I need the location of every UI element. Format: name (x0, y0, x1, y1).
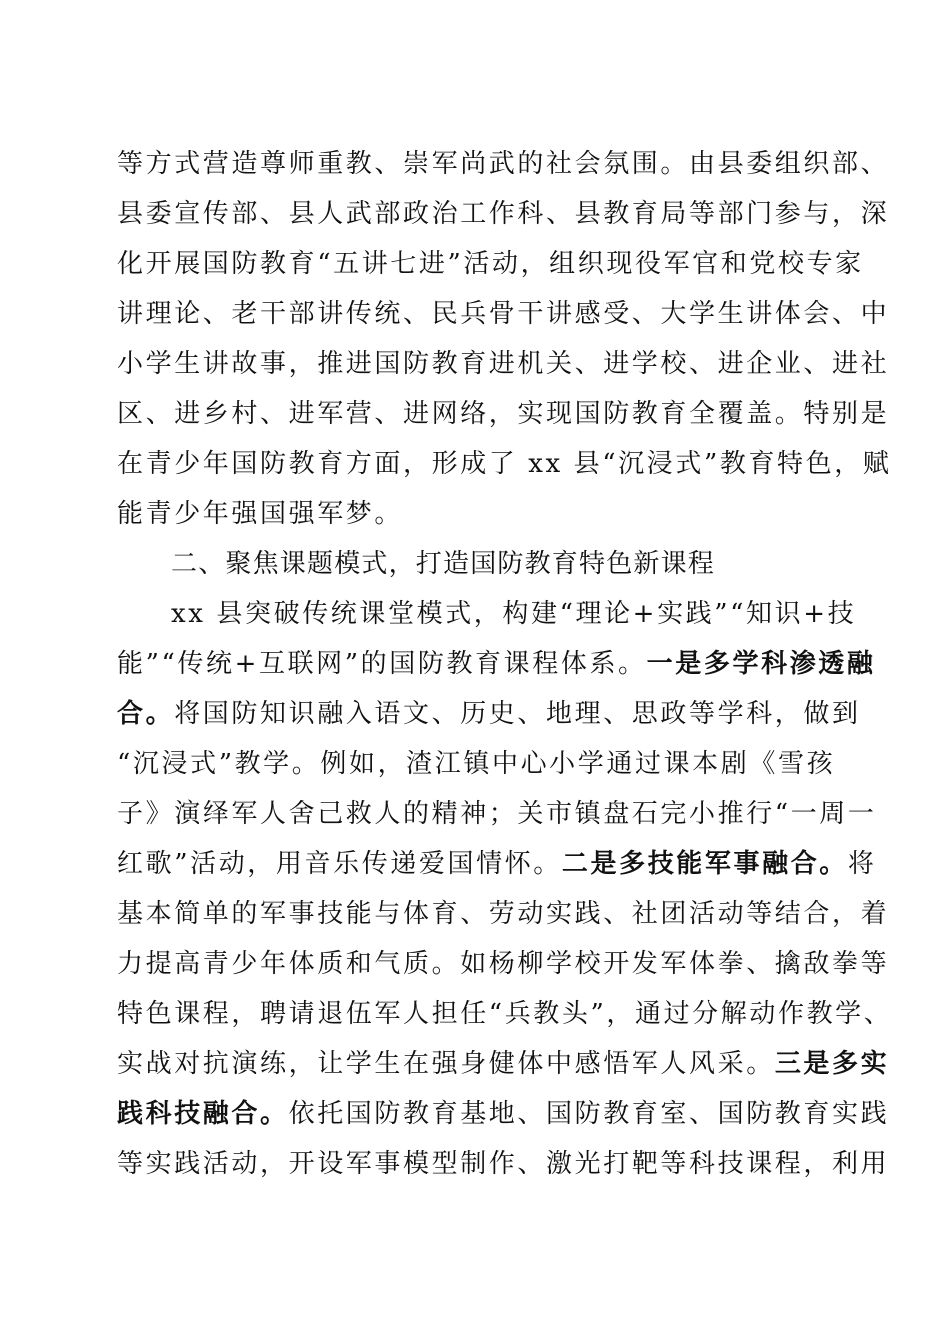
line-text: xx 县突破传统课堂模式，构建“理论+实践”“知识+技 (171, 599, 857, 629)
bold-lead-phrase: 一是多学科渗透融 (646, 649, 876, 679)
paragraph-line (117, 444, 892, 484)
line-text: 在青少年国防教育方面，形成了 xx 县“沉浸式”教育特色，赋 (117, 449, 892, 479)
line-text: 化开展国防教育“五讲七进”活动，组织现役军官和党校专家 (117, 249, 864, 279)
paragraph-line (117, 894, 890, 934)
paragraph-line (117, 1094, 890, 1134)
line-text: 县委宣传部、县人武部政治工作科、县教育局等部门参与，深 (117, 199, 890, 229)
line-text: 等方式营造尊师重教、崇军尚武的社会氛围。由县委组织部、 (117, 149, 890, 179)
paragraph-line (117, 494, 837, 534)
line-text: 力提高青少年体质和气质。如杨柳学校开发军体拳、擒敌拳等 (117, 949, 890, 979)
paragraph-line (117, 844, 877, 884)
line-text: 依托国防教育基地、国防教育室、国防教育实践 (288, 1099, 890, 1129)
paragraph-line (117, 394, 890, 434)
bold-lead-phrase: 合。 (117, 699, 175, 729)
section-heading-text: 二、聚焦课题模式，打造国防教育特色新课程 (171, 549, 716, 579)
line-text: 能青少年强国强军梦。 (117, 499, 404, 529)
paragraph-line (117, 994, 893, 1034)
paragraph-line (117, 694, 861, 734)
line-text: 小学生讲故事，推进国防教育进机关、进学校、进企业、进社 (117, 349, 890, 379)
paragraph-line (117, 744, 837, 784)
line-text-tail: 将 (847, 849, 877, 879)
line-text: 子》演绎军人舍己救人的精神；关市镇盘石完小推行“一周一 (117, 799, 877, 829)
line-text: 将国防知识融入语文、历史、地理、思政等学科，做到 (174, 699, 861, 729)
bold-lead-phrase: 践科技融合。 (117, 1099, 289, 1129)
section-heading (171, 544, 891, 584)
line-text: 基本简单的军事技能与体育、劳动实践、社团活动等结合，着 (117, 899, 890, 929)
paragraph-line (171, 594, 891, 634)
paragraph-line (117, 794, 877, 834)
paragraph-line (117, 944, 890, 984)
paragraph-line (117, 144, 890, 184)
bold-lead-phrase: 二是多技能军事融合。 (561, 849, 848, 879)
line-text: 实战对抗演练，让学生在强身健体中感悟军人风采。 (117, 1049, 775, 1079)
line-text: 区、进乡村、进军营、进网络，实现国防教育全覆盖。特别是 (117, 399, 890, 429)
bold-lead-phrase: 三是多实 (774, 1049, 890, 1079)
line-text: 能”“传统+互联网”的国防教育课程体系。 (117, 649, 647, 679)
line-text: 特色课程，聘请退伍军人担任“兵教头”，通过分解动作教学、 (117, 999, 893, 1029)
paragraph-line (117, 644, 876, 684)
paragraph-line (117, 194, 890, 234)
line-text: “沉浸式”教学。例如，渣江镇中心小学通过课本剧《雪孩 (117, 749, 836, 779)
paragraph-line (117, 1044, 890, 1084)
line-text: 等实践活动，开设军事模型制作、激光打靶等科技课程，利用 (117, 1149, 890, 1179)
line-text: 讲理论、老干部讲传统、民兵骨干讲感受、大学生讲体会、中 (117, 299, 890, 329)
paragraph-line (117, 294, 890, 334)
paragraph-line (117, 244, 864, 284)
line-text: 红歌”活动，用音乐传递爱国情怀。 (117, 849, 562, 879)
paragraph-line (117, 1144, 890, 1184)
paragraph-line (117, 344, 890, 384)
